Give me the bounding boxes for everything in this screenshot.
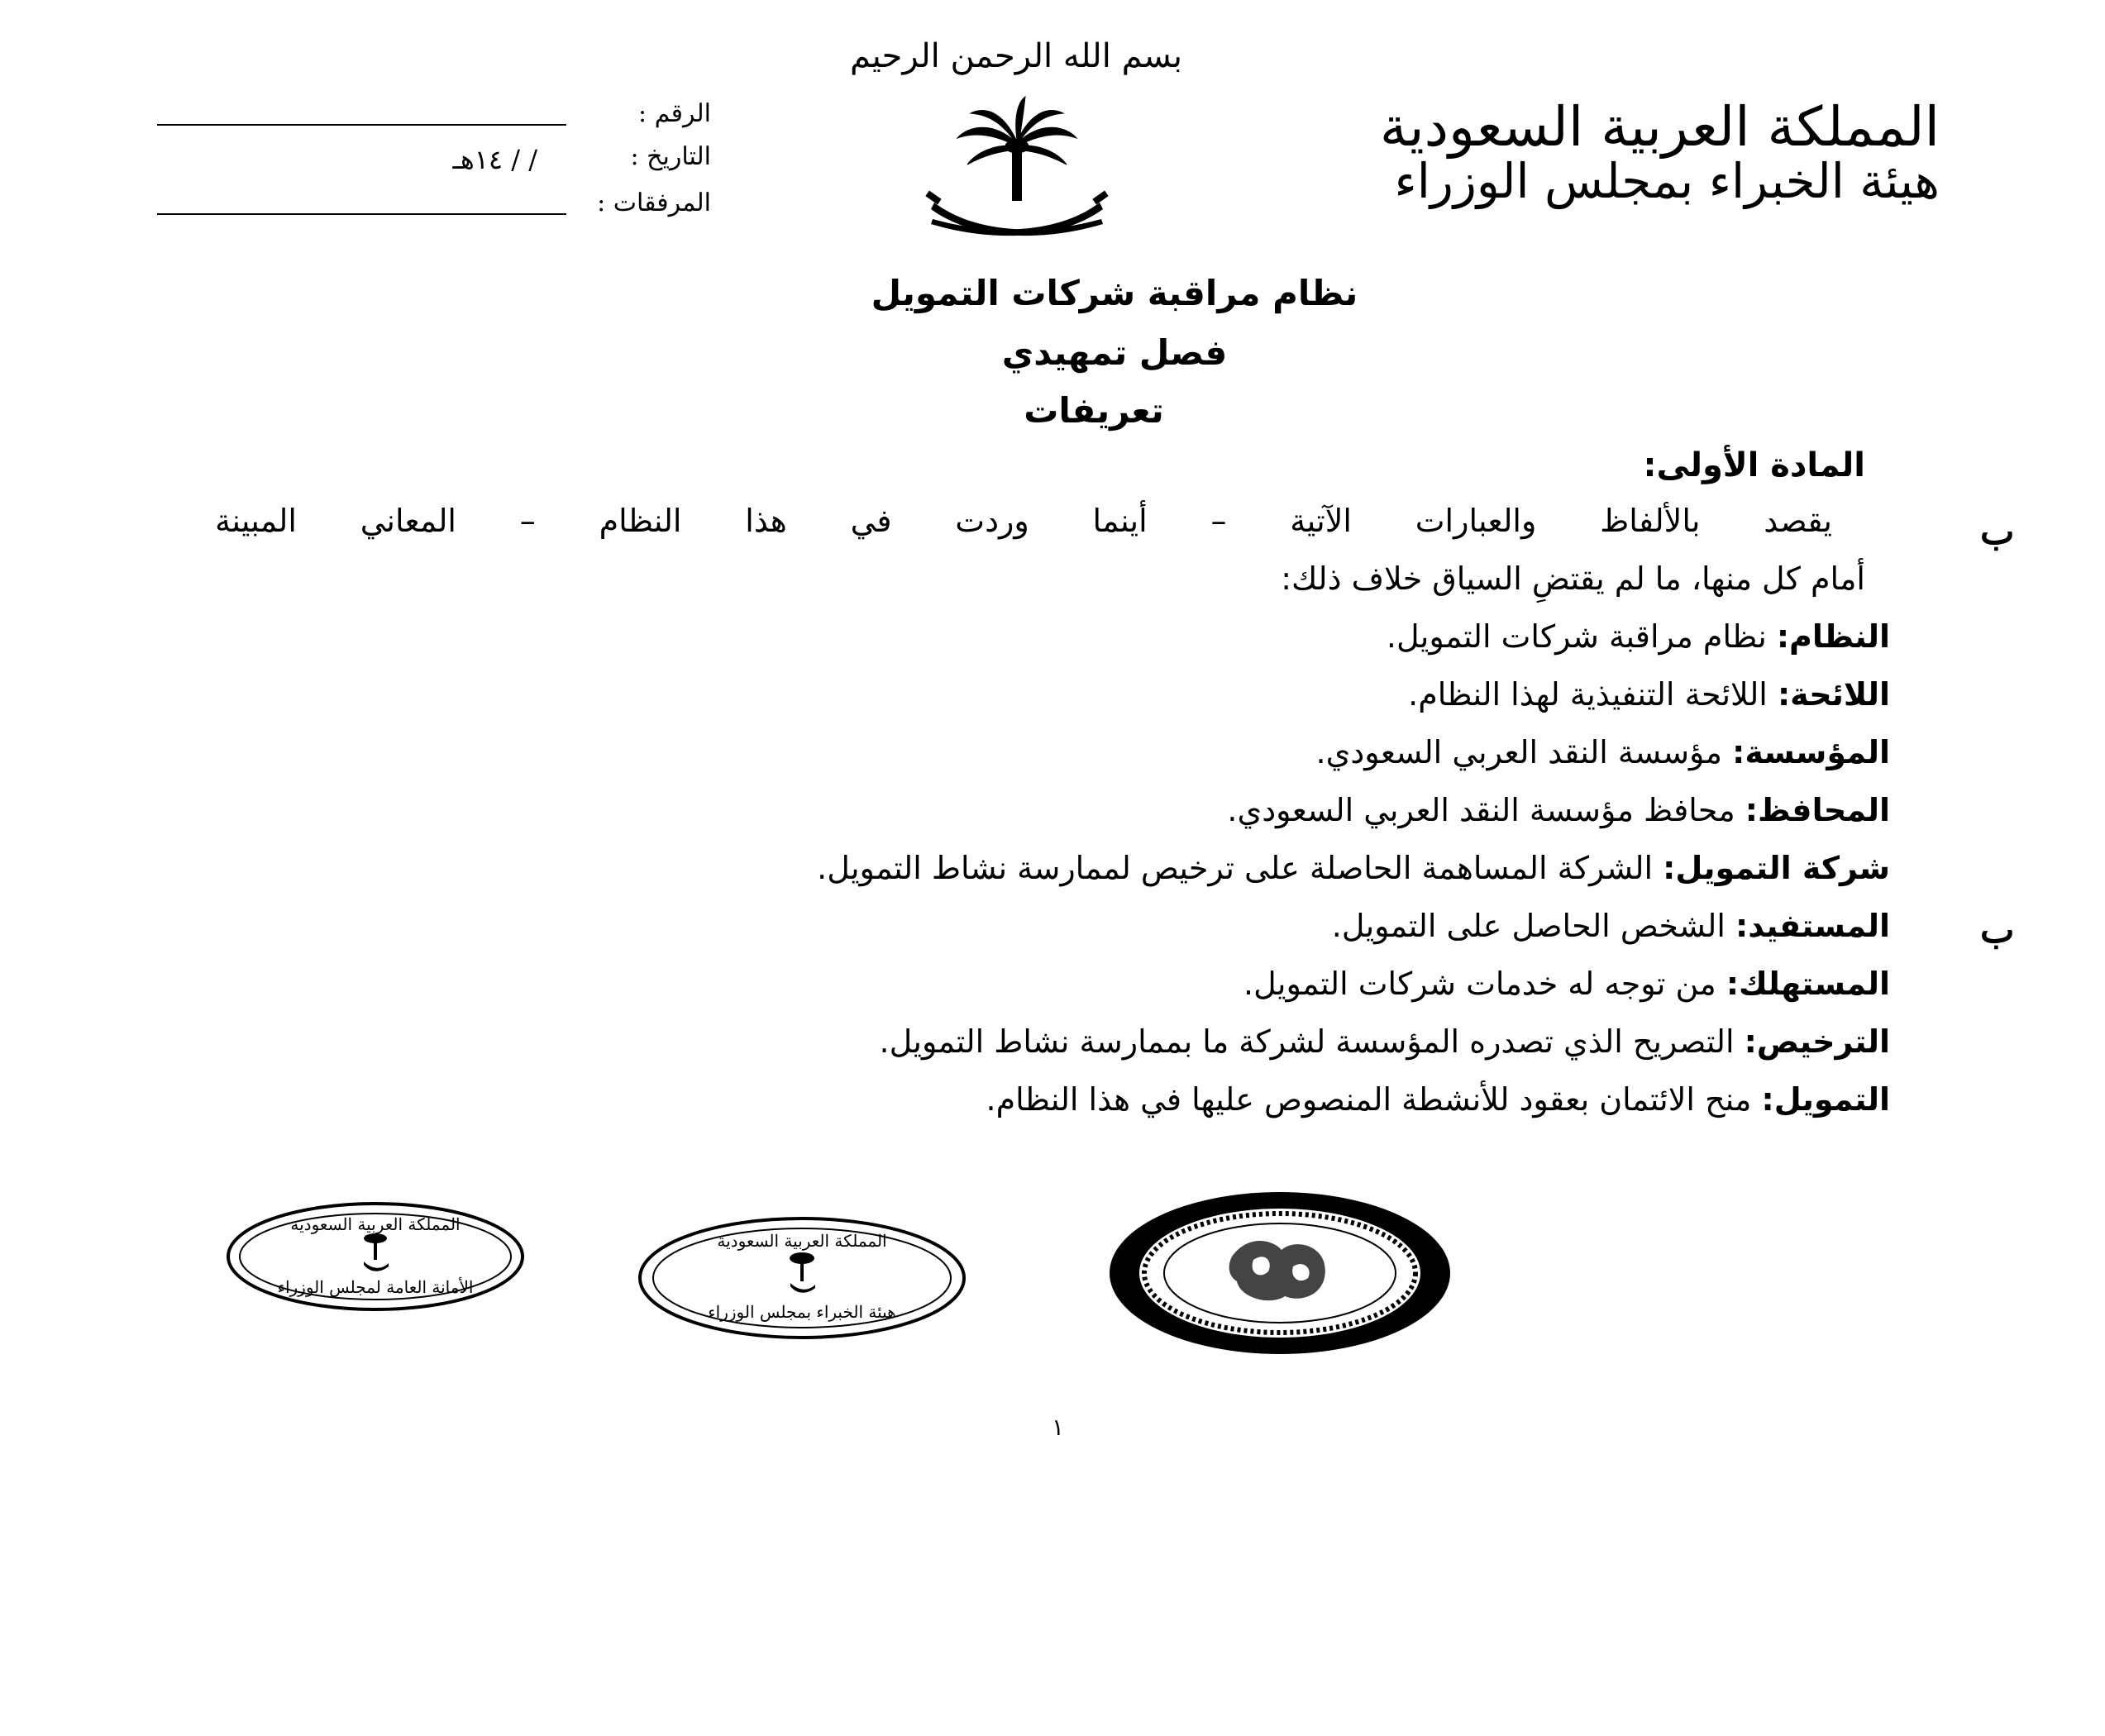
official-stamp-seal <box>1108 1190 1452 1356</box>
definition-item <box>880 1023 1890 1060</box>
seal-text-bottom: الأمانة العامة لمجلس الوزراء <box>277 1277 474 1297</box>
page-number: ١ <box>1052 1414 1065 1441</box>
definition-term: المستهلك: <box>1726 966 1890 1002</box>
date-label: التاريخ : <box>630 142 711 171</box>
seal-text-top: المملكة العربية السعودية <box>717 1231 887 1251</box>
attachments-line <box>157 213 566 215</box>
definition-item <box>986 1081 1891 1118</box>
definition-item <box>817 850 1890 886</box>
attachments-label: المرفقات : <box>597 188 711 217</box>
definition-text: مؤسسة النقد العربي السعودي. <box>1315 734 1733 770</box>
org-department: هيئة الخبراء بمجلس الوزراء <box>1394 153 1940 209</box>
definition-text: محافظ مؤسسة النقد العربي السعودي. <box>1227 792 1745 828</box>
definition-item <box>1227 792 1890 828</box>
definition-item <box>1387 618 1890 655</box>
ref-number-field <box>149 99 711 139</box>
definition-item <box>1316 734 1891 770</box>
seal-text-bottom: هيئة الخبراء بمجلس الوزراء <box>708 1302 896 1322</box>
date-value: / / ١٤هـ <box>452 144 537 175</box>
org-name: المملكة العربية السعودية <box>1379 95 1940 159</box>
date-field <box>149 142 711 182</box>
ref-number-line <box>157 124 566 126</box>
definition-term: المؤسسة: <box>1732 734 1890 770</box>
ref-number-label: الرقم : <box>638 99 711 128</box>
definition-term: التمويل: <box>1761 1081 1890 1118</box>
experts-commission-seal <box>637 1215 967 1341</box>
margin-initial-mark: ب <box>1980 909 2015 951</box>
definition-text: اللائحة التنفيذية لهذا النظام. <box>1408 676 1778 713</box>
definition-item <box>1408 676 1890 713</box>
definition-text: من توجه له خدمات شركات التمويل. <box>1243 966 1726 1002</box>
intro-paragraph-line-2: أمام كل منها، ما لم يقتضِ السياق خلاف ذلك: <box>1281 560 1865 597</box>
definition-text: الشركة المساهمة الحاصلة على ترخيص لممارسة نشاط التمويل. <box>817 850 1663 886</box>
definition-term: النظام: <box>1776 618 1890 655</box>
definition-item <box>1332 908 1890 944</box>
article-heading: المادة الأولى: <box>1643 446 1865 484</box>
palm-swords-emblem-icon <box>909 95 1124 244</box>
basmala: بسم الله الرحمن الرحيم <box>849 37 1182 75</box>
section-heading: تعريفات <box>1024 390 1164 431</box>
document-title: نظام مراقبة شركات التمويل <box>871 273 1358 313</box>
definition-text: نظام مراقبة شركات التمويل. <box>1386 618 1777 655</box>
definition-item <box>1243 966 1890 1002</box>
chapter-heading: فصل تمهيدي <box>1001 332 1228 373</box>
attachments-field <box>149 188 711 228</box>
definition-text: الشخص الحاصل على التمويل. <box>1331 908 1736 944</box>
intro-paragraph-line-1: يقصد بالألفاظ والعبارات الآتية – أينما وردت في هذا النظام – المعاني المبينة <box>215 503 1832 539</box>
definition-term: شركة التمويل: <box>1663 850 1890 886</box>
definition-text: التصريح الذي تصدره المؤسسة لشركة ما بممارسة نشاط التمويل. <box>879 1023 1745 1060</box>
definition-term: المستفيد: <box>1735 908 1890 944</box>
definition-text: منح الائتمان بعقود للأنشطة المنصوص عليها في هذا النظام. <box>986 1081 1762 1118</box>
general-secretariat-seal <box>225 1200 526 1313</box>
definition-term: اللائحة: <box>1777 676 1890 713</box>
margin-initial-mark: ب <box>1980 511 2015 553</box>
definition-term: المحافظ: <box>1745 792 1890 828</box>
definition-term: الترخيص: <box>1744 1023 1890 1060</box>
seal-text-top: المملكة العربية السعودية <box>290 1214 461 1234</box>
